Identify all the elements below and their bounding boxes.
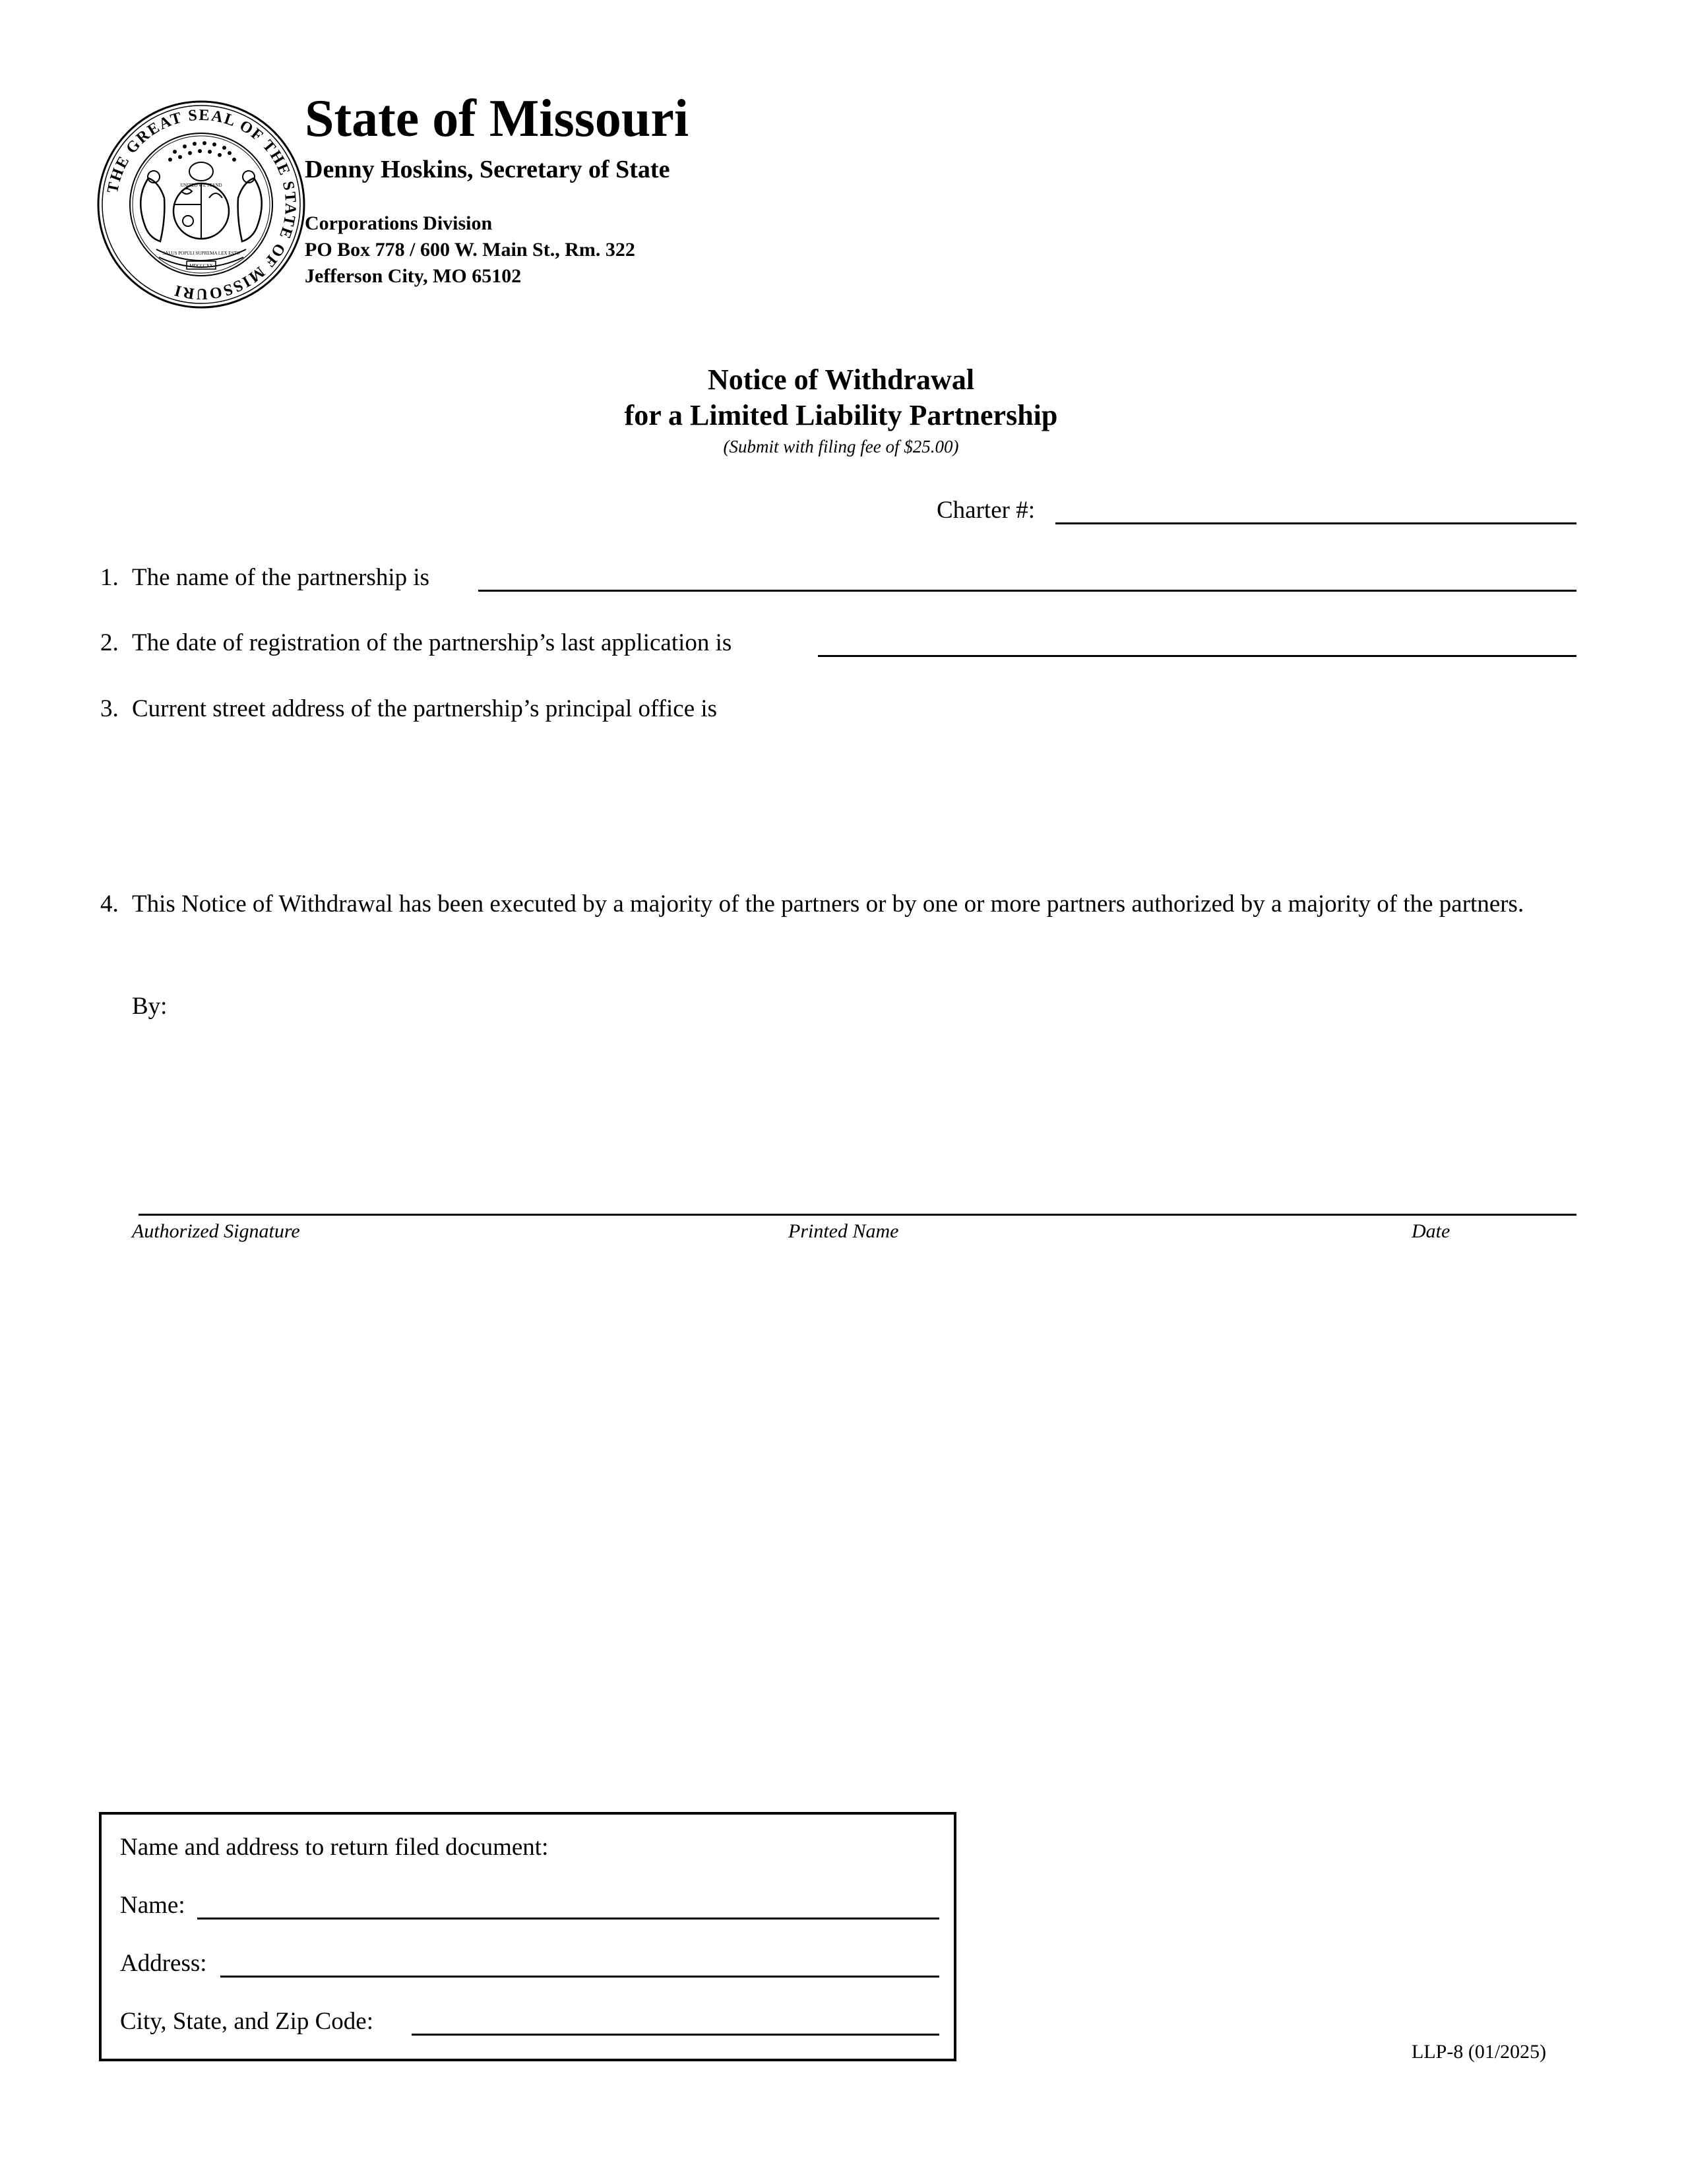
seal-banner: UNITED WE STAND xyxy=(180,183,222,188)
item-2-number: 2. xyxy=(100,629,119,656)
item-2-label: The date of registration of the partnership’s last application is xyxy=(132,629,732,656)
form-id: LLP-8 (01/2025) xyxy=(1412,2041,1547,2063)
return-address-label: Address: xyxy=(120,1950,207,1977)
return-address-field[interactable] xyxy=(220,1949,939,1978)
item-3-label: Current street address of the partnership’s principal office is xyxy=(132,695,718,722)
return-city-state-zip-label: City, State, and Zip Code: xyxy=(120,2008,374,2035)
item-1-label: The name of the partnership is xyxy=(132,564,430,591)
item-3-number: 3. xyxy=(100,695,119,722)
secretary-of-state: Denny Hoskins, Secretary of State xyxy=(305,156,670,183)
form-title-line-1: Notice of Withdrawal xyxy=(707,363,975,396)
address-line-1: PO Box 778 / 600 W. Main St., Rm. 322 xyxy=(305,239,635,261)
return-address-box xyxy=(99,1812,956,2061)
state-name: State of Missouri xyxy=(305,90,689,148)
principal-office-address-field[interactable] xyxy=(132,732,1576,864)
printed-name-caption: Printed Name xyxy=(788,1220,899,1242)
partnership-name-field[interactable] xyxy=(478,563,1576,592)
by-label: By: xyxy=(132,993,168,1020)
filing-fee-note: (Submit with filing fee of $25.00) xyxy=(723,437,959,456)
item-1-number: 1. xyxy=(100,564,119,591)
division-name: Corporations Division xyxy=(305,212,493,234)
return-city-state-zip-field[interactable] xyxy=(412,2007,939,2036)
signature-area[interactable] xyxy=(132,1036,1576,1214)
authorized-signature-caption: Authorized Signature xyxy=(132,1220,300,1242)
date-caption: Date xyxy=(1412,1220,1450,1242)
charter-number-field[interactable] xyxy=(1055,496,1576,524)
item-4-number: 4. xyxy=(100,890,119,918)
return-name-field[interactable] xyxy=(197,1891,939,1919)
return-box-heading: Name and address to return filed document: xyxy=(120,1834,549,1861)
seal-motto: SALUS POPULI SUPREMA LEX ESTO xyxy=(162,251,240,256)
registration-date-field[interactable] xyxy=(818,629,1576,657)
return-name-label: Name: xyxy=(120,1892,185,1919)
item-4-text: This Notice of Withdrawal has been executed by a majority of the partners or by one or more partners authorized by a majority of the partners. xyxy=(132,890,1524,918)
seal-ring-text: THE GREAT SEAL OF THE STATE OF MISSOURI xyxy=(104,106,299,303)
missouri-state-seal xyxy=(96,99,307,310)
charter-label: Charter #: xyxy=(937,497,1035,524)
signature-line xyxy=(139,1214,1576,1216)
seal-year: MDCCCXX xyxy=(189,263,213,268)
address-line-2: Jefferson City, MO 65102 xyxy=(305,265,522,287)
form-title-line-2: for a Limited Liability Partnership xyxy=(624,399,1058,431)
